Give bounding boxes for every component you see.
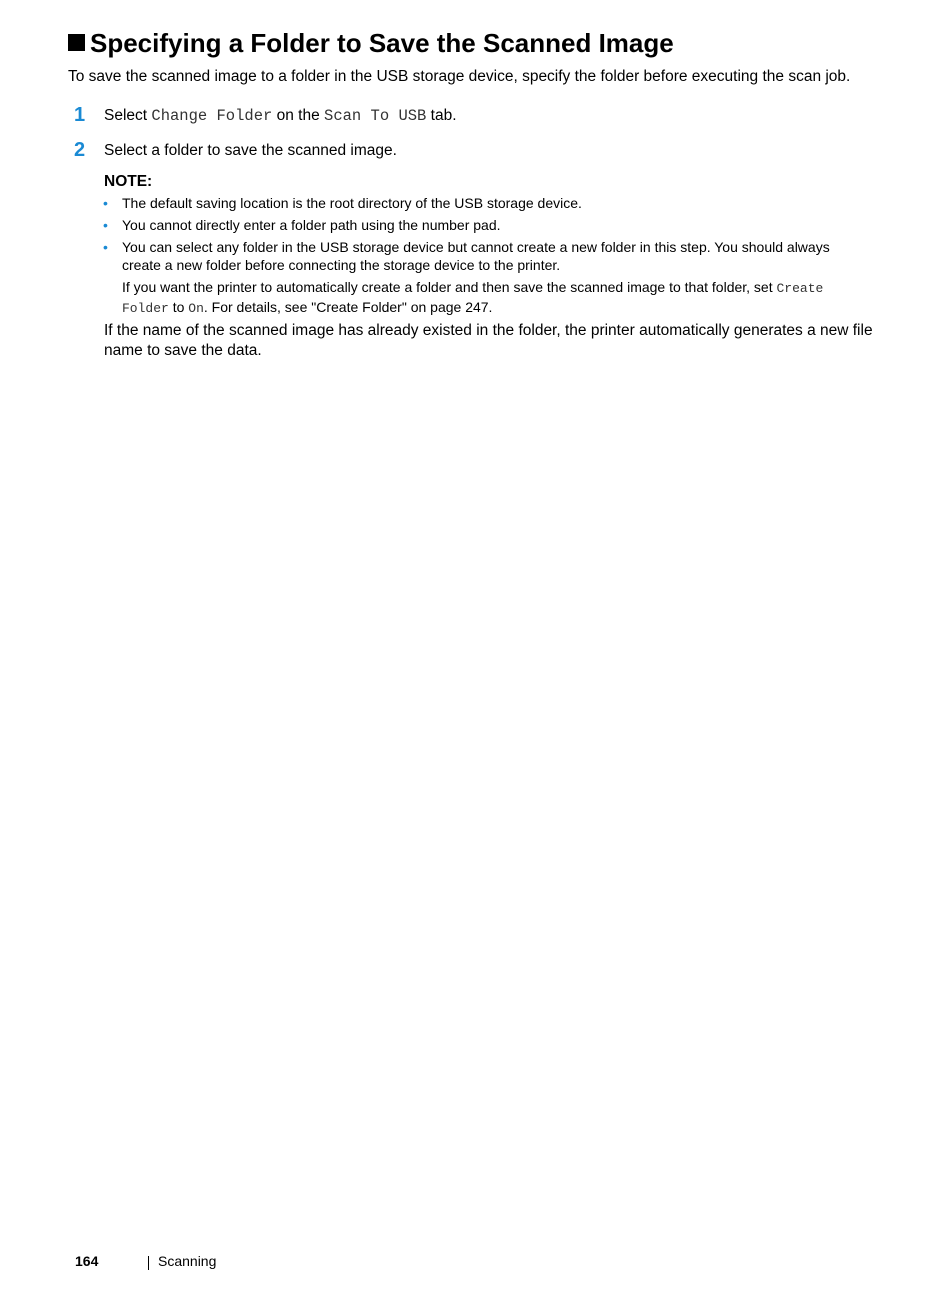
note-list xyxy=(0,194,950,318)
step-text-part: Select xyxy=(104,107,152,124)
note-heading: NOTE: xyxy=(104,173,153,190)
setting-name-create-folder: Create Folder xyxy=(122,281,824,316)
note-sub-text: . For details, see "Create Folder" on page 247. xyxy=(203,299,493,315)
bullet-icon: • xyxy=(103,239,108,255)
note-item-text: The default saving location is the root directory of the USB storage device. xyxy=(122,195,582,211)
step-text xyxy=(104,106,457,126)
step-number: 1 xyxy=(74,104,86,126)
note-sub-text: to xyxy=(168,299,189,315)
menu-item-change-folder: Change Folder xyxy=(151,107,273,125)
step-number: 2 xyxy=(74,139,86,161)
footer-section-name: Scanning xyxy=(158,1253,217,1269)
note-item-text: You cannot directly enter a folder path using the number pad. xyxy=(122,217,501,233)
note-item xyxy=(0,238,862,274)
step-text: Select a folder to save the scanned image. xyxy=(104,142,397,159)
note-sub-paragraph xyxy=(0,278,862,318)
section-square-icon xyxy=(68,34,85,51)
page-footer xyxy=(0,1252,950,1272)
intro-paragraph: To save the scanned image to a folder in the USB storage device, specify the folder before executing the scan job. xyxy=(68,68,851,85)
bullet-icon: • xyxy=(103,217,108,233)
note-item-text: You can select any folder in the USB storage device but cannot create a new folder in this step. You should always create a new folder before connecting the storage device to the printer. xyxy=(122,239,830,273)
tab-name-scan-to-usb: Scan To USB xyxy=(324,107,427,125)
page-number: 164 xyxy=(75,1253,99,1269)
step-1 xyxy=(0,104,950,128)
footer-divider xyxy=(148,1256,149,1270)
note-item xyxy=(0,194,862,212)
step-text-part: tab. xyxy=(426,107,457,124)
step-2 xyxy=(0,139,950,163)
step-text-part: on the xyxy=(272,107,325,124)
setting-value-on: On xyxy=(188,301,204,316)
note-sub-text: If you want the printer to automatically create a folder and then save the scanned image to that folder, set xyxy=(122,279,777,295)
bullet-icon: • xyxy=(103,195,108,211)
closing-paragraph: If the name of the scanned image has already existed in the folder, the printer automatically generates a new file name to save the data. xyxy=(104,322,873,359)
section-title-text: Specifying a Folder to Save the Scanned Image xyxy=(90,28,674,58)
note-item xyxy=(0,216,862,234)
section-title xyxy=(68,26,674,60)
